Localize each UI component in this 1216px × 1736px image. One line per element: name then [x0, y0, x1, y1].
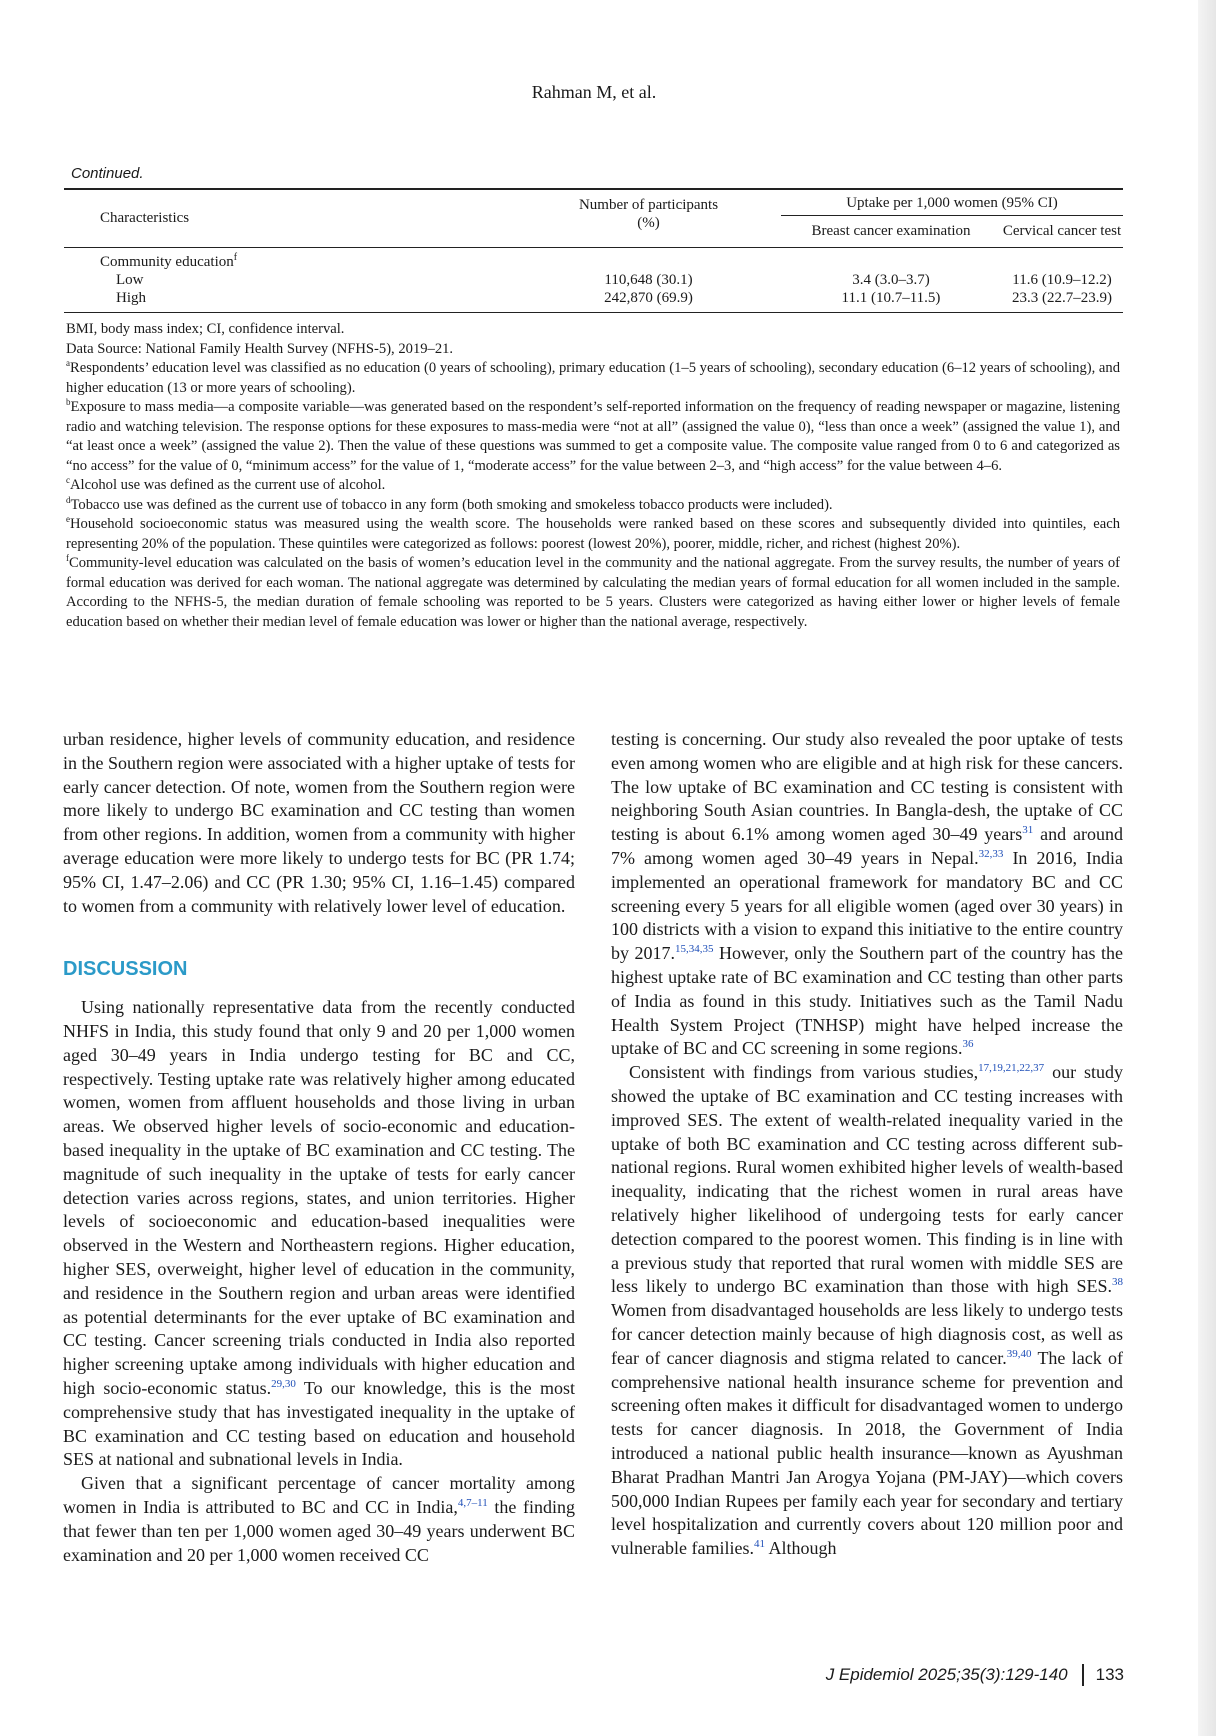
citation-link[interactable]: 4,7–11	[457, 1496, 488, 1509]
table-top-rule	[64, 188, 1123, 190]
note-d: $^d$Tobacco use was defined as the current use of tobacco in any form (both smoking and smokeless tobacco products were included).	[66, 494, 833, 513]
row-label: High	[116, 290, 146, 306]
citation-link[interactable]: 32,33	[978, 847, 1004, 860]
running-head: Rahman M, et al.	[531, 82, 657, 102]
footer-divider	[1082, 1664, 1084, 1686]
row-cervical: 23.3 (22.7–23.9)	[1012, 290, 1112, 306]
page-edge	[1198, 0, 1216, 1736]
row-breast: 11.1 (10.7–11.5)	[841, 290, 941, 306]
citation-link[interactable]: 39,40	[1006, 1347, 1032, 1360]
header-participants-line1: Number of participants	[578, 197, 719, 213]
page-footer	[826, 1664, 1124, 1686]
header-uptake: Uptake per 1,000 women (95% CI)	[781, 192, 1123, 216]
table-bottom-spacer	[64, 307, 1123, 313]
header-participants	[516, 192, 781, 240]
row-breast: 3.4 (3.0–3.7)	[852, 272, 930, 288]
header-breast: Breast cancer examination	[811, 223, 971, 239]
discussion-paragraph-2: Given that a significant percentage of cancer mortality among women in India is attributed to BC and CC in India,$^{4,7-11}$ the finding that fewer than ten per 1,000 women aged 30–49 years underwent BC examination and 20 per 1,000 women received CC	[63, 1473, 575, 1565]
note-f: $^f$Community-level education was calculated on the basis of women’s education level in the community and the national aggregate. From the survey results, the number of years of formal education was derived for each woman. The national aggregate was determined by calculating the median years of formal education for all women included in the sample. According to the NFHS-5, the median duration of female schooling was reported to be 5 years. Clusters were categorized as having either lower or higher levels of female education based on whether their median level of female education was lower or higher than the national average, respectively.	[66, 553, 1120, 630]
citation-link[interactable]: 38	[1112, 1276, 1123, 1289]
discussion-paragraph-1: Using nationally representative data from the recently conducted NHFS in India, this study found that only 9 and 20 per 1,000 women aged 30–49 years in India undergo testing for BC and CC, respectively. Testing uptake rate was relatively higher among educated women, women from affluent households and those living in urban areas. We observed higher levels of socio-economic and education-based inequality in the uptake of BC examination and CC testing. The magnitude of such inequality in the uptake of tests for early cancer detection varies across regions, states, and union territories. Higher levels of socioeconomic and education-based inequalities were observed in the Western and Northeastern regions. Higher education, higher SES, overweight, higher level of education in the community, and residence in the Southern region and urban areas were identified as potential determinants for the ever uptake of BC examination and CC testing. Cancer screening trials conducted in India also reported higher screening uptake among individuals with higher education and high socio-economic status.$^{29,30}$ To our knowledge, this is the most comprehensive study that has investigated inequality in the uptake of BC examination and CC testing based on education and household SES at national and subnational levels in India.	[63, 997, 575, 1470]
note-b: $^b$Exposure to mass media—a composite variable—was generated based on the respondent’s self-reported information on the frequency of reading newspaper or magazine, listening radio and watching television. The response options for these exposures to mass-media were “not at all” (assigned the value 0), “less than once a week” (assigned the value 1), and “at least once a week” (assigned the value 2). Then the value of these questions was summed to get a composite value. The composite value ranged from 0 to 6 and categorized as “no access” for the value of 0, “minimum access” for the value of 1, “moderate access” for the value between 2–3, and “high access” for the value between 4–6.	[66, 397, 1120, 474]
table-row	[64, 289, 1123, 307]
table-header-row-1	[64, 192, 1123, 216]
left-column	[63, 728, 575, 1567]
citation-link[interactable]: 17,19,21,22,37	[978, 1062, 1045, 1075]
note-source: Data Source: National Family Health Survey (NFHS-5), 2019–21.	[66, 340, 454, 357]
results-table	[64, 192, 1123, 313]
discussion-paragraph-4: Consistent with findings from various studies,$^{17,19,21,22,37}$ our study showed the uptake of BC examination and CC testing increases with improved SES. The extent of wealth-related inequality varied in the uptake of both BC examination and CC testing across different sub-national regions. Rural women exhibited higher levels of wealth-based inequality, indicating that the richest women in rural areas have relatively higher likelihood of undergoing tests for early cancer detection compared to the poorest women. This finding is in line with a previous study that reported that rural women with middle SES are less likely to undergo BC examination than those with high SES.$^{38}$ Women from disadvantaged households are less likely to undergo tests for cancer detection mainly because of high diagnosis cost, as well as fear of cancer diagnosis and stigma related to cancer.$^{39,40}$ The lack of comprehensive national health insurance scheme for prevention and screening often makes it difficult for disadvantaged women to undergo tests for cancer diagnosis. In 2018, the Government of India introduced a national public health insurance—known as Ayushman Bharat Pradhan Mantri Jan Arogya Yojana (PM-JAY)—which covers 500,000 Indian Rupees per family each year for secondary and tertiary level hospitalization and currently covers about 120 million poor and vulnerable families.$^{41}$ Although	[611, 1062, 1123, 1559]
note-e: $^e$Household socioeconomic status was measured using the wealth score. The households were ranked based on these scores and subsequently divided into quintiles, each representing 20% of the population. These quintiles were categorized as follows: poorest (lowest 20%), poorer, middle, richer, and richest (highest 20%).	[66, 514, 1120, 552]
section-community-education: Community education$^f$	[100, 252, 238, 270]
citation-link[interactable]: 29,30	[271, 1377, 296, 1390]
row-participants: 242,870 (69.9)	[604, 290, 693, 306]
citation-link[interactable]: 36	[962, 1038, 974, 1051]
table-continued-label: Continued.	[71, 165, 144, 182]
journal-citation: J Epidemiol 2025;35(3):129-140	[825, 1665, 1068, 1684]
results-paragraph: urban residence, higher levels of community education, and residence in the Southern region were associated with a higher uptake of tests for early cancer detection. Of note, women from the Southern region were more likely to undergo BC examination and CC testing than women from other regions. In addition, women from a community with higher average education were more likely to undergo tests for BC (PR 1.74; 95% CI, 1.47–2.06) and CC (PR 1.30; 95% CI, 1.16–1.45) compared to women from a community with relatively lower level of education.	[63, 729, 575, 916]
discussion-paragraph-3: testing is concerning. Our study also revealed the poor uptake of tests even among women who are eligible and at high risk for these cancers. The low uptake of BC examination and CC testing is consistent with neighboring South Asian countries. In Bangla-desh, the uptake of CC testing is about 6.1% among women aged 30–49 years$^{31}$ and around 7% among women aged 30–49 years in Nepal.$^{32,33}$ In 2016, India implemented an operational framework for mandatory BC and CC screening every 5 years for all eligible women (aged over 30 years) in 100 districts with a vision to expand this initiative to the entire country by 2017.$^{15,34,35}$ However, only the Southern part of the country has the highest uptake rate of BC examination and CC testing than other parts of India as found in this study. Initiatives such as the Tamil Nadu Health System Project (TNHSP) might have helped increase the uptake of BC and CC screening in some regions.$^{36}$	[611, 729, 1123, 1059]
row-cervical: 11.6 (10.9–12.2)	[1012, 272, 1112, 288]
discussion-heading: DISCUSSION	[63, 958, 188, 981]
header-cervical: Cervical cancer test	[1002, 223, 1122, 239]
header-participants-line2: (%)	[637, 215, 660, 231]
row-participants: 110,648 (30.1)	[604, 272, 693, 288]
table-row	[64, 271, 1123, 289]
page-number: 133	[1095, 1665, 1124, 1684]
note-a: $^a$Respondents’ education level was classified as no education (0 years of schooling), primary education (1–5 years of schooling), secondary education (6–12 years of schooling), and higher education (13 or more years of schooling).	[66, 358, 1120, 396]
note-c: $^c$Alcohol use was defined as the current use of alcohol.	[66, 475, 386, 493]
citation-link[interactable]: 41	[753, 1538, 765, 1551]
table-section-row	[64, 248, 1123, 272]
table-header-spacer	[64, 240, 1123, 248]
right-column	[611, 728, 1123, 1561]
citation-link[interactable]: 15,34,35	[674, 943, 714, 956]
table-footnotes	[66, 320, 1120, 632]
row-label: Low	[116, 272, 144, 288]
header-characteristics: Characteristics	[100, 210, 190, 226]
note-abbreviations: BMI, body mass index; CI, confidence interval.	[66, 321, 345, 337]
citation-link[interactable]: 31	[1022, 824, 1034, 837]
